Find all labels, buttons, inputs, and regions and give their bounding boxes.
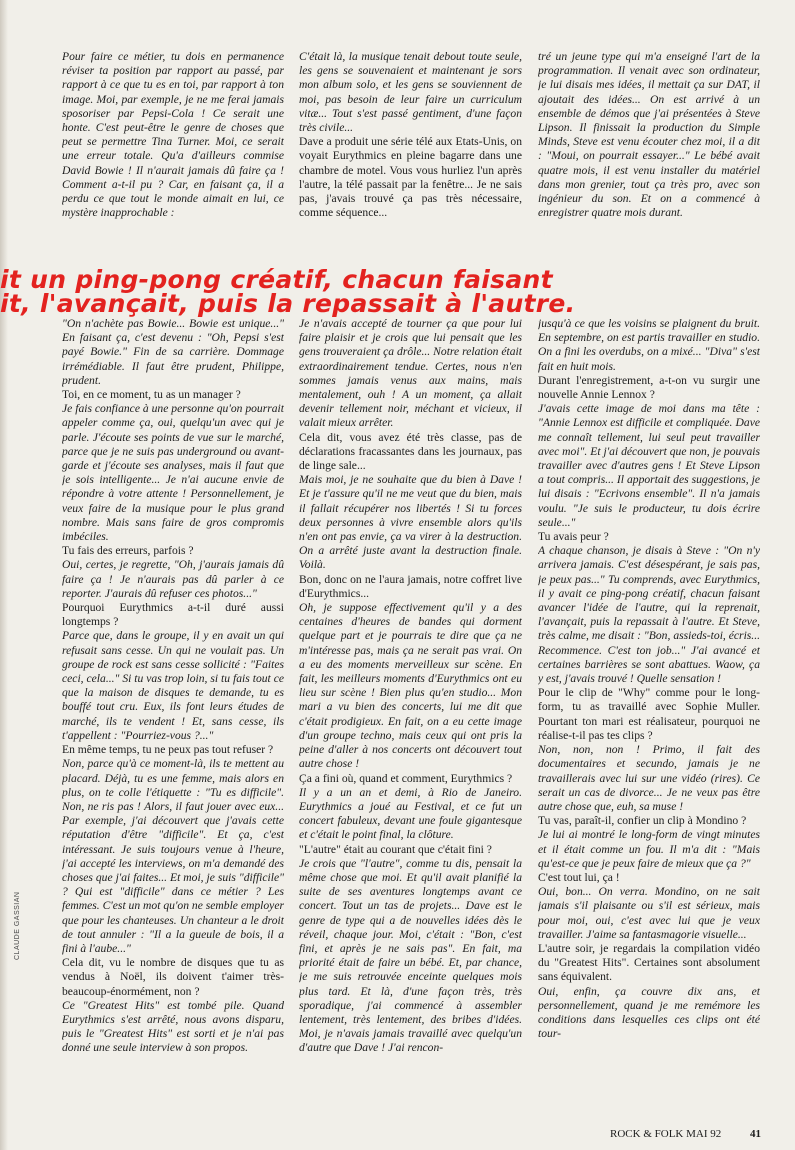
page-footer [610, 1128, 761, 1140]
answer-paragraph: Non, non, non ! Primo, il fait des documentaires et secundo, jamais je ne travaillerais avec lui sur une vidéo (rires). Ce serait un cas de divorce... Je ne veux pas être autre chose que, euh, sa muse ! [538, 743, 760, 813]
question-paragraph: Pourquoi Eurythmics a-t-il duré aussi longtemps ? [62, 601, 284, 629]
question-paragraph: Dave a produit une série télé aux Etats-Unis, on voyait Eurythmics en pleine bagarre dans une chambre de motel. Vous vous hurliez l'un après l'autre, la télé passait par la fenêtre... Je ne sais pas, j'avais trouvé ça pas très nécessaire, comme séquence... [299, 135, 522, 220]
question-paragraph: Tu vas, paraît-il, confier un clip à Mondino ? [538, 814, 747, 828]
answer-paragraph: Je n'avais accepté de tourner ça que pour lui faire plaisir et je crois que lui pensait que les gens trouveraient ça drôle... Notre relation était extraordinairement tendue. Certes, nous n'en sommes jamais venus aux mains, mais mentalement, ouh ! A un moment, ça allait devenir tellement noir, méchant et vicieux, il valait mieux arrêter. [299, 317, 522, 430]
answer-paragraph: J'avais cette image de moi dans ma tête : "Annie Lennox est difficile et compliquée. Dave me connaît tellement, lui seul peut travailler avec moi". Et j'ai découvert que non, je pouvais travailler avec d'autres gens ! Et Steve Lipson a tout compris... Il apportait des suggestions, je lui disais : "Ecrivons ensemble". Il n'a jamais voulu. "Je suis le producteur, tu dois écrire seule..." [538, 402, 760, 529]
answer-paragraph: Ce "Greatest Hits" est tombé pile. Quand Eurythmics s'est arrêté, nous avons disparu, puis le "Greatest Hits" est sorti et je n'ai pas donné une seule interview à son propos. [62, 998, 284, 1055]
photo-credit: CLAUDE GASSIAN [14, 891, 21, 960]
question-paragraph: C'est tout lui, ça ! [538, 870, 620, 884]
page-number: 41 [750, 1128, 761, 1140]
bottom-column-2 [299, 317, 522, 1107]
question-paragraph: L'autre soir, je regardais la compilation vidéo du "Greatest Hits". Certaines sont absolument sans équivalent. [538, 941, 760, 984]
bottom-column-1 [62, 317, 284, 1107]
question-paragraph: Tu fais des erreurs, parfois ? [62, 544, 194, 558]
answer-paragraph: C'était là, la musique tenait debout toute seule, les gens se souvenaient et maintenant je sors mon album solo, et les gens se souviennent de moi, pas besoin de leur faire un curriculum vitæ... Tout s'est passé gentiment, d'une façon très civile... [299, 50, 522, 135]
pull-quote [0, 268, 795, 318]
pull-quote-line-2: it, l'avançait, puis la repassait à l'autre. [0, 289, 576, 318]
top-column-3 [538, 50, 760, 280]
question-paragraph: Tu avais peur ? [538, 530, 609, 544]
answer-paragraph: Je lui ai montré le long-form de vingt minutes et il était comme un fou. Il m'a dit : "Mais qu'est-ce que je peux faire de mieux que ça ?" [538, 828, 760, 870]
answer-paragraph: Oh, je suppose effectivement qu'il y a des centaines d'heures de bandes qui dorment quelque part et je pourrais te dire que ça ne m'intéresse pas, mais ça ne serait pas vrai. On a eu des moments merveilleux sur scène. En fait, les meilleurs moments d'Eurythmics ont eu lieu sur scène ! Bien plus qu'en studio... Mon mari a vu bien des concerts, lui me dit que c'était prodigieux. En fait, on a eu cette image d'un groupe techno, mais ceux qui ont pris la peine d'aller à nos concerts ont découvert tout autre chose ! [299, 601, 522, 771]
top-column-2 [299, 50, 522, 280]
bottom-column-3 [538, 317, 760, 1107]
answer-paragraph: Oui, enfin, ça couvre dix ans, et personnellement, quand je me remémore les conditions dans lesquelles ces clips ont été tour- [538, 984, 760, 1041]
question-paragraph: Durant l'enregistrement, a-t-on vu surgir une nouvelle Annie Lennox ? [538, 373, 760, 402]
footer-magazine: ROCK & FOLK [610, 1128, 684, 1140]
question-paragraph: Bon, donc on ne l'aura jamais, notre coffret live d'Eurythmics... [299, 572, 522, 600]
answer-paragraph: Pour faire ce métier, tu dois en permanence réviser ta position par rapport au passé, par rapport à ce que tu es en toi, par rapport à ton image. Moi, par exemple, je ne me ferai jamais sposoriser par Pepsi-Cola ! Ce serait une honte. C'est peut-être le genre de choses que peut se permettre Tina Turner. Moi, ce serait une erreur totale. Qu'a d'ailleurs commise David Bowie ! Il n'aurait jamais dû faire ça ! Comment a-t-il pu ? Car, en faisant ça, il a perdu ce que tout le monde aimait en lui, ce mystère inapprochable : [62, 50, 284, 220]
answer-paragraph: Mais moi, je ne souhaite que du bien à Dave ! Et je t'assure qu'il ne me veut que du bien, mais il fallait récupérer nos libertés ! Si tu forces deux personnes à vivre ensemble alors qu'ils n'en ont pas envie, ça va virer à la destruction. On a arrêté juste avant la destruction finale. Voilà. [299, 473, 522, 572]
question-paragraph: Ça a fini où, quand et comment, Eurythmics ? [299, 771, 513, 785]
question-paragraph: Pour le clip de "Why" comme pour le long-form, tu as travaillé avec Sophie Muller. Pourtant ton mari est réalisateur, pourquoi ne réalise-t-il pas tes clips ? [538, 686, 760, 742]
question-paragraph: Toi, en ce moment, tu as un manager ? [62, 388, 241, 402]
pull-quote-line-1: it un ping-pong créatif, chacun faisant [0, 268, 553, 294]
answer-paragraph: tré un jeune type qui m'a enseigné l'art de la programmation. Il venait avec son ordinateur, je lui disais mes idées, il mettait ça sur DAT, il ajoutait des idées... On est arrivé à un ensemble de démos que j'ai présentées à Steve Lipson. Il finissait la production du Simple Minds, Steve est venu écouter chez moi, il a dit : "Moui, on pourrait essayer..." Le bébé avait quatre mois, il est venu installer du matériel dans mon grenier, tout ça très pro, avec son ingénieur du son. Et on a commencé à enregistrer quatre mois durant. [538, 50, 760, 220]
answer-paragraph: Oui, certes, je regrette, "Oh, j'aurais jamais dû faire ça ! Je n'aurais pas dû parler à ce reporter. J'aurais dû refuser ces photos..." [62, 558, 284, 600]
question-paragraph: Cela dit, vous avez été très classe, pas de déclarations fracassantes dans les journaux, pas de linge sale... [299, 430, 522, 473]
answer-paragraph: Je fais confiance à une personne qu'on pourrait appeler comme ça, oui, quelqu'un avec qui je parle. J'écoute ses points de vue sur le marché, parce que je ne suis pas underground ou avant-garde et j'écoute ses analyses, mais il faut que je sois intelligente... Je n'ai aucune envie de répondre à votre attente ! Personnellement, je veux faire de la musique pour le plus grand nombre. Mais sans faire de gros compromis imbéciles. [62, 402, 284, 544]
question-paragraph: "L'autre" était au courant que c'était fini ? [299, 842, 492, 856]
answer-paragraph: Je crois que "l'autre", comme tu dis, pensait la même chose que moi. Et qu'il avait planifié la suite de ses aventures longtemps avant ce concert. Tout un tas de projets... Dave est le genre de type qui a de nouvelles idées dès le réveil, chaque jour. Moi, c'était : "Bon, c'est fini, et après je ne sais pas". En fait, ma priorité était de faire un bébé. Et, par chance, je me suis retrouvée enceinte quelques mois plus tard. Et là, d'une façon très, très sporadique, j'ai commencé à assembler lentement, très lentement, des bribes d'idées. Moi, je n'avais jamais travaillé avec quelqu'un d'autre que Dave ! J'ai rencon- [299, 856, 522, 1055]
page-edge [0, 0, 8, 1150]
answer-paragraph: Il y a un an et demi, à Rio de Janeiro. Eurythmics a joué au Festival, et ce fut un concert fabuleux, devant une foule gigantesque et c'était le point final, la clôture. [299, 785, 522, 842]
question-paragraph: En même temps, tu ne peux pas tout refuser ? [62, 743, 274, 757]
footer-issue: MAI 92 [686, 1128, 722, 1140]
answer-paragraph: A chaque chanson, je disais à Steve : "On n'y arrivera jamais. C'est désespérant, je sais pas, je peux pas..." Tu comprends, avec Eurythmics, il y avait ce ping-pong créatif, chacun faisant avancer l'idée de l'autre, qui la reprenait, l'avançait, puis la repassait à l'autre. Et Steve, très calme, me disait : "Bon, assieds-toi, écris... Recommence. C'est ton job..." J'ai avancé et certaines barrières se sont abattues. Waow, ça y est, j'avais trouvé ! Quelle sensation ! [538, 544, 760, 686]
answer-paragraph: jusqu'à ce que les voisins se plaignent du bruit. En septembre, on est partis travailler en studio. On a fini les overdubs, on a mixé... "Diva" s'est fait en huit mois. [538, 317, 760, 373]
top-column-1 [62, 50, 284, 280]
answer-paragraph: Parce que, dans le groupe, il y en avait un qui refusait sans cesse. Un qui ne voulait pas. Un groupe de rock est sans cesse sollicité : "Faites ceci, cela..." Si tu vas trop loin, si tu fais tout ce que la maison de disques te demande, tu es bouffé tout cru. Eux, ils font leurs études de marché, ils te vendent ! Et, sans cesse, ils t'appellent : "Pourriez-vous ?..." [62, 629, 284, 742]
answer-paragraph: "On n'achète pas Bowie... Bowie est unique..." En faisant ça, c'est devenu : "Oh, Pepsi s'est payé Bowie." Fin de sa carrière. Dommage irrémédiable. Il faut être prudent, Philippe, prudent. [62, 317, 284, 387]
question-paragraph: Cela dit, vu le nombre de disques que tu as vendus à Noël, ils doivent t'aimer très-beaucoup-énormément, non ? [62, 956, 284, 998]
answer-paragraph: Oui, bon... On verra. Mondino, on ne sait jamais s'il plaisante ou s'il est sérieux, mais pour moi, oui, c'est avec lui que je veux travailler. J'aime sa fantasmagorie visuelle... [538, 885, 760, 941]
answer-paragraph: Non, parce qu'à ce moment-là, ils te mettent au placard. Déjà, tu es une femme, mais alors en plus, on te colle l'étiquette : "Tu es difficile". Non, ne ris pas ! Alors, il faut jouer avec eux... Par exemple, j'ai découvert que j'avais cette réputation d'être "difficile". Et ça, c'est intéressant. Je suis toujours venue à l'heure, j'ai accepté les interviews, on m'a demandé des choses que j'ai faites... Et moi, je suis "difficile" ? Qui est "difficile" dans ce métier ? Les femmes. C'est un mot qu'on ne semble employer que pour les chanteuses. Un chanteur a le droit de tout annuler : "Il a la gueule de bois, il a fini à l'aube..." [62, 757, 284, 955]
